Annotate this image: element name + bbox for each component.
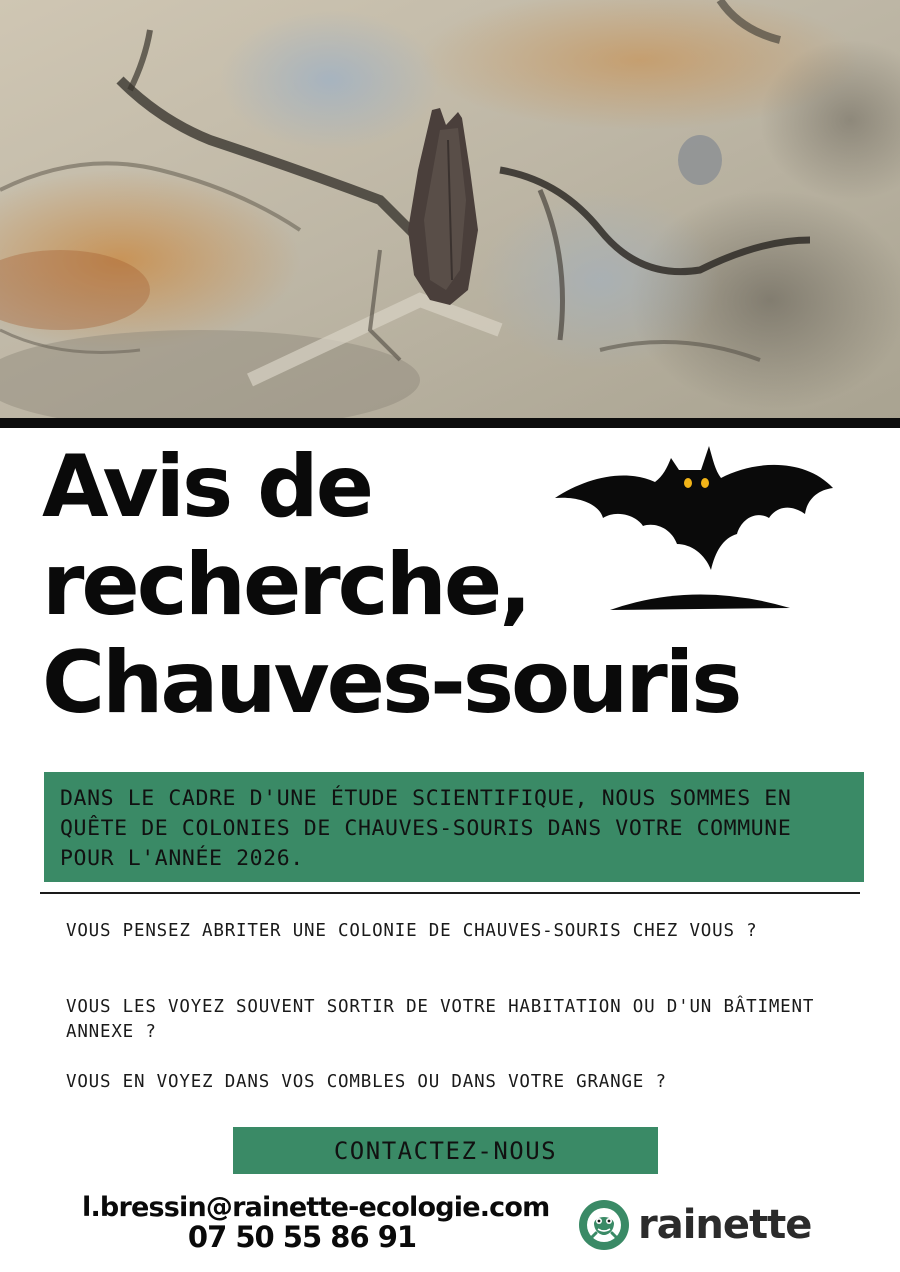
contact-email[interactable]: l.bressin@rainette-ecologie.com [82, 1192, 550, 1223]
rainette-logo [578, 1197, 811, 1253]
question-1: VOUS PENSEZ ABRITER UNE COLONIE DE CHAUVES-SOURIS CHEZ VOUS ? [66, 921, 758, 941]
intro-text: DANS LE CADRE D'UNE ÉTUDE SCIENTIFIQUE, NOUS SOMMES EN QUÊTE DE COLONIES DE CHAUVES-SOURIS DANS VOTRE COMMUNE POUR L'ANNÉE 2026. [60, 786, 792, 871]
section-divider [40, 892, 860, 894]
bat-left-eye [684, 478, 692, 488]
frog-icon [578, 1199, 630, 1251]
photo-bottom-border [0, 418, 900, 428]
title-line-2: recherche, [42, 535, 529, 635]
contact-phone[interactable]: 07 50 55 86 91 [187, 1220, 417, 1254]
question-2: VOUS LES VOYEZ SOUVENT SORTIR DE VOTRE HABITATION OU D'UN BÂTIMENT ANNEXE ? [66, 997, 815, 1042]
intro-banner [44, 772, 864, 882]
bat-right-eye [701, 478, 709, 488]
title-line-3: Chauves-souris [42, 633, 740, 733]
contact-button[interactable]: CONTACTEZ-NOUS [233, 1127, 658, 1174]
title-line-1: Avis de [42, 437, 372, 537]
question-3: VOUS EN VOYEZ DANS VOS COMBLES OU DANS VOTRE GRANGE ? [66, 1072, 667, 1092]
logo-wordmark: rainette [638, 1202, 812, 1248]
bat-icon [555, 440, 840, 625]
cave-photo [0, 0, 900, 420]
bat-ground-shadow [610, 594, 790, 610]
